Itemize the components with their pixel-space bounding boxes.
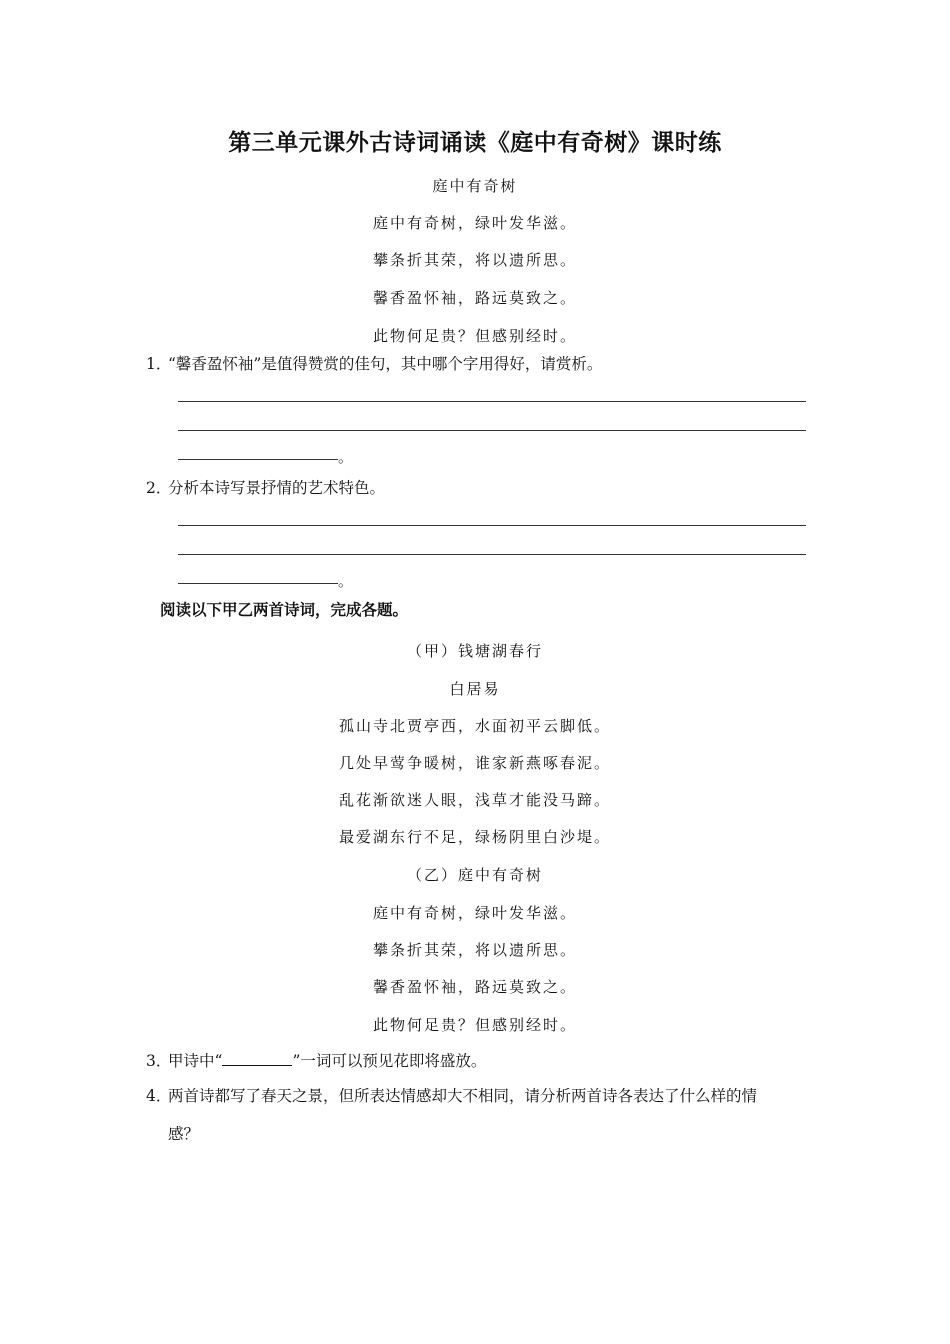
poem-line: 此物何足贵？但感别经时。 [372, 327, 577, 345]
page-title: 第三单元课外古诗词诵读《庭中有奇树》课时练 [228, 130, 722, 156]
answer-line[interactable] [178, 525, 806, 526]
poem-line: 乱花渐欲迷人眼，浅草才能没马蹄。 [338, 791, 611, 809]
question-number: 1． [146, 355, 172, 373]
poem-line: 馨香盈怀袖，路远莫致之。 [372, 978, 577, 996]
question-text: 分析本诗写景抒情的艺术特色。 [168, 479, 386, 497]
question-number: 4． [146, 1087, 172, 1105]
poem-line: 最爱湖东行不足，绿杨阴里白沙堤。 [338, 828, 611, 846]
question-4 [146, 1087, 757, 1106]
poem-line: 攀条折其荣，将以遗所思。 [372, 251, 577, 269]
question-text-after: ”一词可以预见花即将盛放。 [292, 1052, 487, 1070]
answer-line[interactable] [178, 401, 806, 402]
answer-line[interactable] [178, 430, 806, 431]
answer-line[interactable] [178, 459, 338, 460]
question-2 [146, 479, 385, 498]
question-number: 2． [146, 479, 172, 497]
poem-title: （甲）钱塘湖春行 [406, 642, 543, 660]
period-mark: 。 [338, 572, 354, 590]
poem-line: 此物何足贵？但感别经时。 [372, 1016, 577, 1034]
question-text-before: 甲诗中“ [168, 1052, 223, 1070]
question-3 [146, 1051, 486, 1071]
answer-line[interactable] [178, 554, 806, 555]
poem-line: 庭中有奇树，绿叶发华滋。 [372, 214, 577, 232]
poem-line: 攀条折其荣，将以遗所思。 [372, 941, 577, 959]
poem-author: 白居易 [449, 680, 501, 698]
question-text: “馨香盈怀袖”是值得赞赏的佳句，其中哪个字用得好，请赏析。 [168, 355, 603, 373]
poem-line: 孤山寺北贾亭西，水面初平云脚低。 [338, 717, 611, 735]
poem-title: （乙）庭中有奇树 [406, 866, 543, 884]
question-text: 两首诗都写了春天之景，但所表达情感却大不相同，请分析两首诗各表达了什么样的情 [168, 1087, 758, 1105]
poem-line: 几处早莺争暖树，谁家新燕啄春泥。 [338, 754, 611, 772]
period-mark: 。 [338, 448, 354, 466]
poem-line: 馨香盈怀袖，路远莫致之。 [372, 289, 577, 307]
poem-title: 庭中有奇树 [432, 177, 518, 195]
question-number: 3． [146, 1052, 172, 1070]
fill-blank[interactable] [222, 1051, 292, 1066]
poem-line: 庭中有奇树，绿叶发华滋。 [372, 904, 577, 922]
question-text-continued: 感？ [168, 1125, 200, 1143]
question-1 [146, 355, 602, 374]
reading-instruction: 阅读以下甲乙两首诗词，完成各题。 [160, 601, 409, 619]
answer-line[interactable] [178, 583, 338, 584]
